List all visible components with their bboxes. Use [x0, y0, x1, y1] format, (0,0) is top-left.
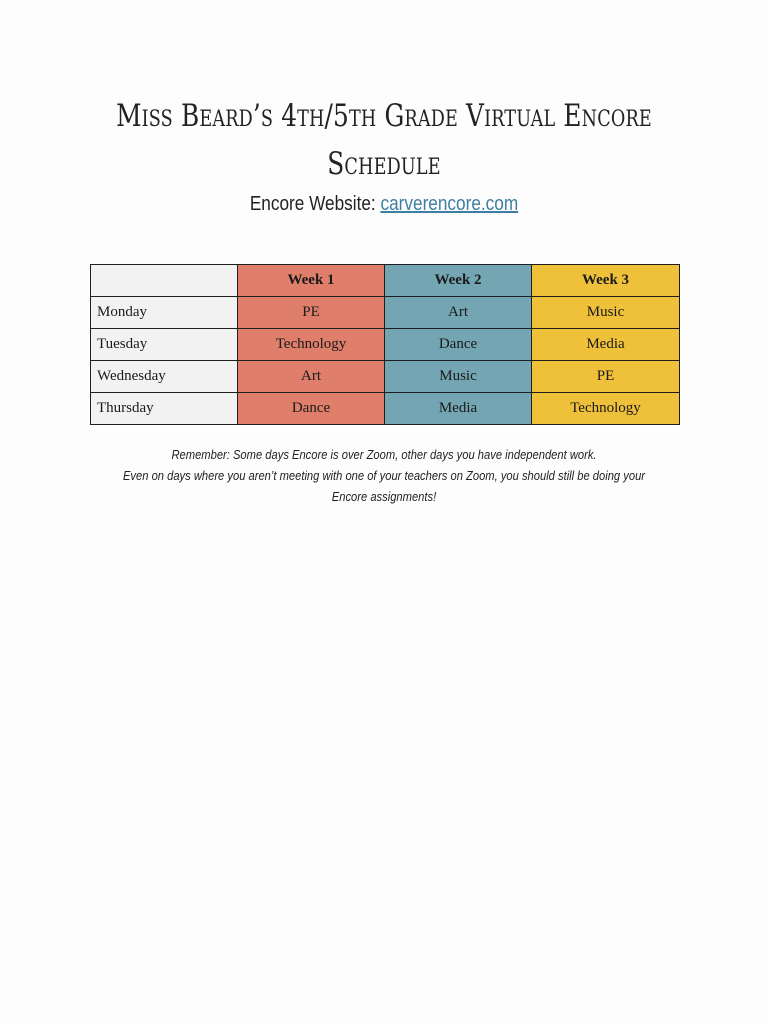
note-line-2: Even on days where you aren’t meeting with one of your teachers on Zoom, you should still be doing your Encore assignments! [122, 468, 646, 504]
day-cell: Thursday [91, 393, 238, 425]
table-row [91, 297, 680, 329]
website-label: Encore Website: [249, 193, 381, 215]
week-3-cell: Technology [532, 393, 680, 425]
day-cell: Monday [91, 297, 238, 329]
website-link[interactable]: carverencore.com [380, 193, 519, 215]
table-row [91, 393, 680, 425]
notes-block [105, 444, 662, 507]
week-2-cell: Dance [385, 329, 532, 361]
table-header-row [91, 265, 680, 297]
week-3-cell: Music [532, 297, 680, 329]
note-line-1: Remember: Some days Encore is over Zoom, other days you have independent work. [171, 447, 597, 462]
day-cell: Tuesday [91, 329, 238, 361]
website-line [54, 190, 714, 218]
schedule-table [90, 264, 680, 425]
table-row [91, 361, 680, 393]
week-2-header: Week 2 [385, 265, 532, 297]
week-1-cell: PE [238, 297, 385, 329]
week-1-cell: Art [238, 361, 385, 393]
page-title: Miss Beard’s 4th/5th Grade Virtual Encore Schedule [116, 98, 652, 182]
week-1-cell: Technology [238, 329, 385, 361]
day-cell: Wednesday [91, 361, 238, 393]
week-3-cell: PE [532, 361, 680, 393]
week-3-header: Week 3 [532, 265, 680, 297]
table-row [91, 329, 680, 361]
corner-header-cell [91, 265, 238, 297]
week-2-cell: Media [385, 393, 532, 425]
week-3-cell: Media [532, 329, 680, 361]
week-1-cell: Dance [238, 393, 385, 425]
week-2-cell: Music [385, 361, 532, 393]
week-1-header: Week 1 [238, 265, 385, 297]
week-2-cell: Art [385, 297, 532, 329]
